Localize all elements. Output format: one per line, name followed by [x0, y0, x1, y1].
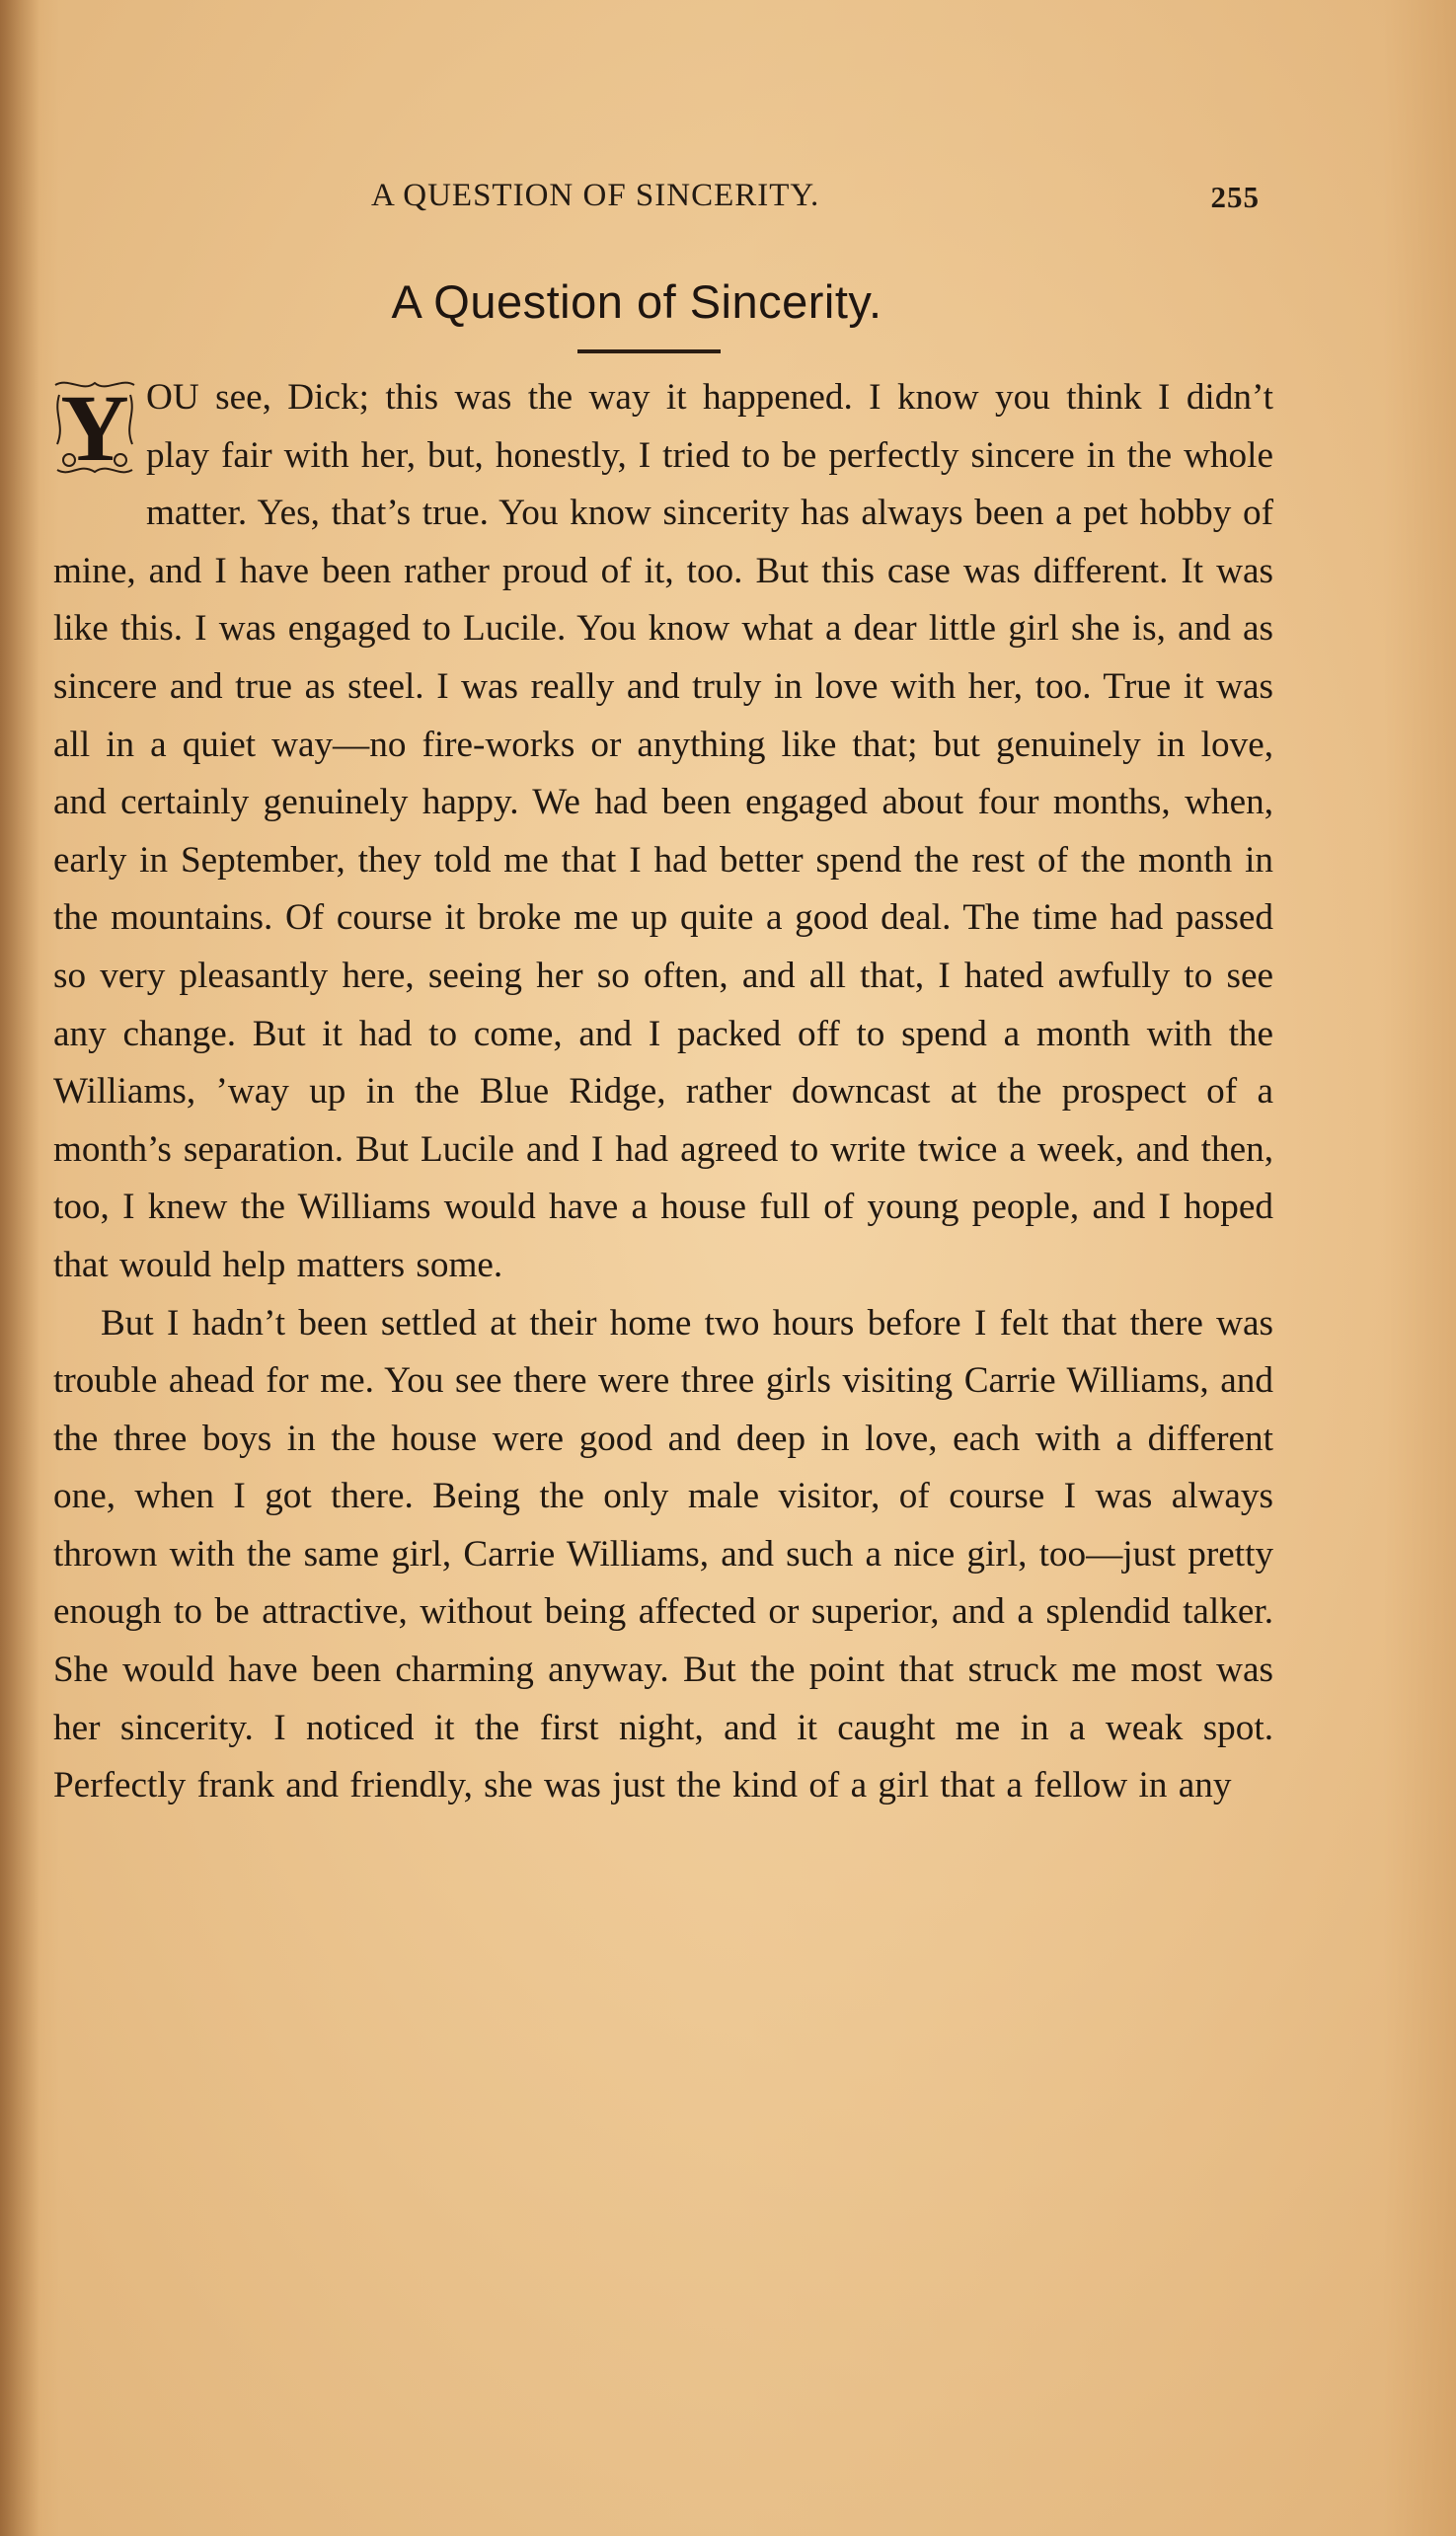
paragraph-1-text: OU see, Dick; this was the way it happened. I know you think I didn’t play fair with her, but, honestly, I tried to be perfectly sincere in the whole matter. Yes, that’s true. You know sincerity has always been a pet hobby of mine, and I have been rather proud of it, too. But this case was different. It was like this. I was engaged to Lucile. You know what a dear little girl she is, and as sincere and true as steel. I was really and truly in love with her, too. True it was all in a quiet way—no fire-works or anything like that; but genuinely in love, and certainly genuinely happy. We had been engaged about four months, when, early in September, they told me that I had better spend the rest of the month in the mountains. Of course it broke me up quite a good deal. The time had passed so very pleasantly here, seeing her so often, and all that, I hated awfully to see any change. But it had to come, and I packed off to spend a month with the Williams, ’way up in the Blue Ridge, rather downcast at the prospect of a month’s separation. But Lucile and I had agreed to write twice a week, and then, too, I knew the Williams would have a house full of young people, and I hoped that would help matters some.	[53, 377, 1273, 1285]
story-title: A Question of Sincerity.	[391, 275, 882, 328]
running-head-title: A QUESTION OF SINCERITY.	[371, 178, 820, 213]
page-number: 255	[1210, 180, 1260, 214]
spine-shadow	[0, 0, 39, 2536]
drop-cap	[49, 375, 140, 486]
running-head	[371, 178, 1260, 227]
title-rule	[577, 349, 721, 353]
drop-cap-letter: Y	[60, 375, 129, 481]
story-body	[53, 369, 1273, 1815]
paragraph-2: But I hadn’t been settled at their home two hours before I felt that there was trouble ahead for me. You see there were three girls visiting Carrie Williams, and the three boys in the house were good and deep in love, each with a different one, when I got there. Being the only male visitor, of course I was always thrown with the same girl, Carrie Williams, and such a nice girl, too—just pretty enough to be attractive, without being affected or superior, and a splendid talker. She would have been charming anyway. But the point that struck me most was her sincerity. I noticed it the first night, and it caught me in a weak spot. Perfectly frank and friendly, she was just the kind of a girl that a fellow in any	[53, 1302, 1273, 1806]
paragraph-1	[53, 369, 1273, 1295]
